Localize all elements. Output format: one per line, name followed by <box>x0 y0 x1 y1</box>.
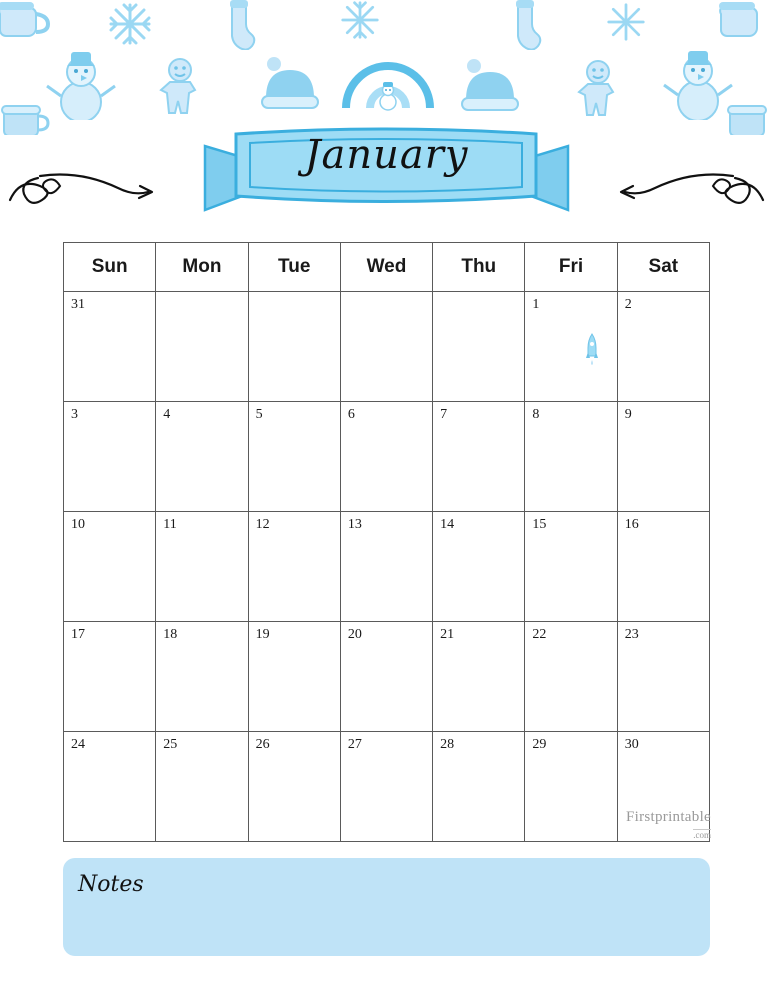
day-number: 25 <box>163 737 178 752</box>
day-number: 31 <box>71 297 85 312</box>
gingerbread-man-icon <box>152 56 208 123</box>
calendar-day-cell[interactable] <box>64 402 156 512</box>
calendar-day-cell[interactable] <box>156 622 248 732</box>
calendar-day-cell[interactable] <box>340 622 432 732</box>
day-number: 8 <box>532 407 540 422</box>
calendar-day-cell[interactable] <box>433 622 525 732</box>
day-number: 9 <box>624 407 632 422</box>
day-number: 18 <box>163 627 178 642</box>
calendar-day-cell[interactable] <box>156 512 248 622</box>
calendar-day-cell[interactable] <box>617 402 709 512</box>
snowman-icon <box>662 40 734 125</box>
notes-label: Notes <box>78 872 144 897</box>
calendar-week-row <box>64 622 710 732</box>
weekday-header-thu: Thu <box>433 243 525 292</box>
sock-icon <box>508 0 544 55</box>
snowflake-icon <box>340 0 380 45</box>
calendar-day-cell[interactable] <box>525 732 617 842</box>
day-number: 24 <box>71 737 85 752</box>
weekday-header-wed: Wed <box>340 243 432 292</box>
day-number: 4 <box>163 407 171 422</box>
calendar-day-cell[interactable] <box>433 292 525 402</box>
watermark-sub: .com <box>693 829 711 840</box>
calendar-day-cell[interactable] <box>340 732 432 842</box>
watermark <box>626 810 711 843</box>
calendar-day-cell[interactable] <box>433 732 525 842</box>
calendar-day-cell[interactable] <box>525 512 617 622</box>
calendar-week-row <box>64 292 710 402</box>
top-decorative-border <box>0 0 773 135</box>
winter-hat-icon <box>452 54 526 121</box>
rainbow-snowman-icon <box>338 48 438 119</box>
day-number: 17 <box>71 627 85 642</box>
calendar-day-cell[interactable] <box>617 512 709 622</box>
winter-hat-icon <box>252 52 326 119</box>
day-number: 21 <box>440 627 455 642</box>
calendar-day-cell[interactable] <box>156 732 248 842</box>
calendar-day-cell[interactable] <box>525 292 617 402</box>
weekday-header-fri: Fri <box>525 243 617 292</box>
calendar-day-cell[interactable] <box>433 402 525 512</box>
calendar-day-cell[interactable] <box>340 512 432 622</box>
day-number: 2 <box>624 297 632 312</box>
day-number: 12 <box>255 517 270 532</box>
day-number: 20 <box>347 627 362 642</box>
day-number: 23 <box>624 627 639 642</box>
calendar-day-cell[interactable] <box>248 292 340 402</box>
calendar-day-cell[interactable] <box>64 622 156 732</box>
day-number: 14 <box>440 517 455 532</box>
calendar-week-row <box>64 512 710 622</box>
calendar-day-cell[interactable] <box>156 292 248 402</box>
calendar-week-row <box>64 732 710 842</box>
day-number: 16 <box>624 517 639 532</box>
snowflake-icon <box>606 2 646 47</box>
calendar-day-cell[interactable] <box>64 732 156 842</box>
day-number: 19 <box>255 627 270 642</box>
weekday-header-tue: Tue <box>248 243 340 292</box>
day-number: 29 <box>532 737 547 752</box>
calendar-day-cell[interactable] <box>340 292 432 402</box>
calendar-day-cell[interactable] <box>433 512 525 622</box>
day-number: 10 <box>71 517 85 532</box>
day-number: 7 <box>440 407 448 422</box>
day-number: 27 <box>347 737 362 752</box>
weekday-header-sat: Sat <box>617 243 709 292</box>
weekday-header-mon: Mon <box>156 243 248 292</box>
calendar-day-cell[interactable] <box>617 622 709 732</box>
calendar-day-cell[interactable] <box>248 512 340 622</box>
calendar-day-cell[interactable] <box>248 732 340 842</box>
calendar-day-cell[interactable] <box>64 292 156 402</box>
heart-swirl-arrow-icon <box>617 160 769 221</box>
day-number: 30 <box>624 737 639 752</box>
calendar-day-cell[interactable] <box>248 402 340 512</box>
calendar-day-cell[interactable] <box>156 402 248 512</box>
day-number: 6 <box>347 407 355 422</box>
weekday-header-sun: Sun <box>64 243 156 292</box>
small-rocket-icon <box>585 332 599 371</box>
day-number: 22 <box>532 627 547 642</box>
watermark-main: Firstprintable <box>625 809 711 825</box>
calendar-day-cell[interactable] <box>525 402 617 512</box>
sock-icon <box>222 0 258 55</box>
calendar-day-cell[interactable] <box>248 622 340 732</box>
day-number: 13 <box>347 517 362 532</box>
calendar-day-cell[interactable] <box>340 402 432 512</box>
calendar-day-cell[interactable] <box>525 622 617 732</box>
page-title: January <box>304 132 469 178</box>
day-number: 1 <box>532 297 540 312</box>
calendar-day-cell[interactable] <box>617 292 709 402</box>
day-number: 11 <box>163 517 177 532</box>
day-number: 15 <box>532 517 547 532</box>
heart-swirl-arrow-icon <box>4 160 156 221</box>
weekday-header-row <box>64 243 710 292</box>
calendar-week-row <box>64 402 710 512</box>
day-number: 28 <box>440 737 455 752</box>
day-number: 26 <box>255 737 270 752</box>
calendar-day-cell[interactable] <box>64 512 156 622</box>
gingerbread-man-icon <box>570 58 626 125</box>
calendar-grid <box>63 242 710 842</box>
notes-panel[interactable] <box>63 858 710 956</box>
day-number: 5 <box>255 407 263 422</box>
snowman-icon <box>45 42 117 125</box>
day-number: 3 <box>71 407 78 422</box>
